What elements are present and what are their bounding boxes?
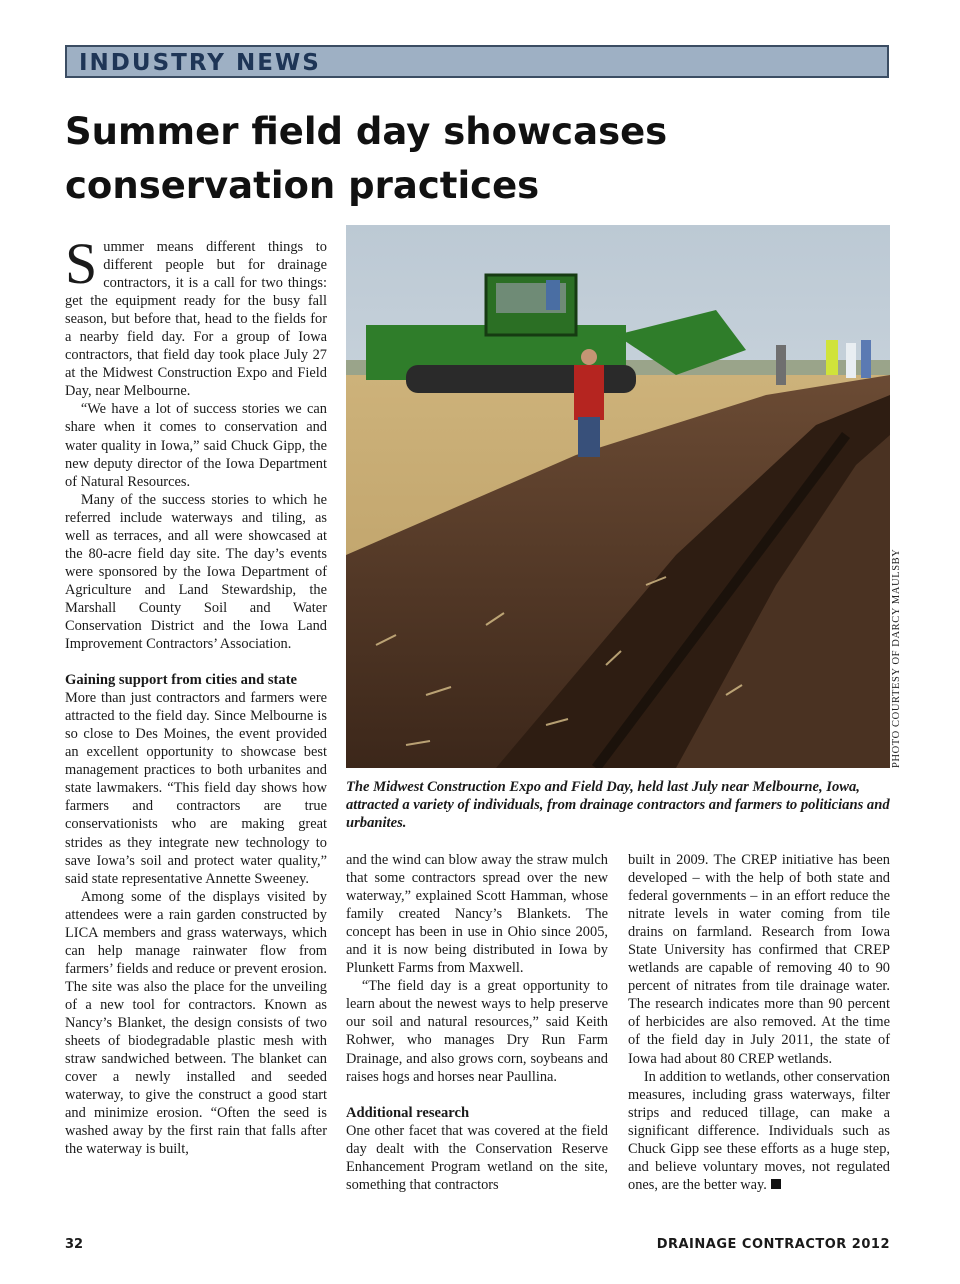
- text-column-1: [65, 231, 327, 1158]
- drop-cap: S: [65, 231, 98, 296]
- section-banner: [65, 45, 889, 78]
- section-label: INDUSTRY NEWS: [79, 50, 321, 76]
- paragraph-4: More than just contractors and farmers were attracted to the field day. Since Melbourne is so close to Des Moines, the event provided an excellent opportunity to showcase best management practices to both urbanites and state lawmakers. “This field day shows how farmers and contractors are true conservationists who are making great strides as they integrate new technology to save Iowa’s soil and protect water quality,” said state representative Annette Sweeney.: [65, 690, 327, 887]
- paragraph-2: “We have a lot of success stories we can share when it comes to conservation and water quality in Iowa,” said Chuck Gipp, the new deputy director of the Iowa Department of Natural Resources.: [65, 401, 327, 490]
- field-day-photo: [346, 225, 890, 768]
- paragraph-8: One other facet that was covered at the field day dealt with the Conservation Reserve Enhancement Program wetland on the site, something that contractors: [346, 1122, 608, 1193]
- photo-credit: PHOTO COURTESY OF DARCY MAULSBY: [891, 548, 902, 768]
- text-column-3: [628, 851, 890, 1194]
- article-headline: [65, 105, 895, 213]
- subhead-gaining-support: Gaining support from cities and state: [65, 672, 298, 689]
- paragraph-5: Among some of the displays visited by attendees were a rain garden constructed by LICA members and grass waterways, which can help manage rainwater flow from farmers’ fields and reduce or prevent erosion. The site was also the place for the unveiling of a new tool for contractors. Known as Nancy’s Blanket, the design consists of two sheets of biodegradable plastic mesh with straw sandwiched between. The blanket can cover a newly installed and seeded waterway, to give the construct a good start and minimize erosion. “Often the seed is washed away by the first rain that falls after the waterway is built,: [65, 888, 327, 1158]
- paragraph-3: Many of the success stories to which he referred include waterways and tiling, as well as terraces, and all were showcased at the 80-acre field day site. The day’s events were sponsored by the Iowa Department of Agriculture and Land Stewardship, the Marshall County Soil and Water Conservation District and the Iowa Land Improvement Contractors’ Association.: [65, 491, 327, 653]
- trench-excavator-image: [346, 225, 890, 768]
- paragraph-7: “The field day is a great opportunity to learn about the newest ways to help preserve our soil and natural resources,” said Keith Rohwer, who manages Dry Run Farm Drainage, and also grows corn, soybeans and raises hogs and horses near Paullina.: [346, 978, 608, 1085]
- text-column-2: [346, 851, 608, 1194]
- headline-line-1: Summer field day showcases: [65, 110, 668, 153]
- paragraph-10-text: In addition to wetlands, other conservation measures, including grass waterways, filter strips and reduced tillage, can make a significant difference. Individuals such as Chuck Gipp see these efforts as a huge step, and believe voluntary moves, not regulated ones, are the better way.: [628, 1068, 891, 1193]
- headline-line-2: conservation practices: [65, 164, 540, 207]
- subhead-additional-research: Additional research: [346, 1104, 470, 1121]
- photo-caption: The Midwest Construction Expo and Field Day, held last July near Melbourne, Iowa, attracted a variety of individuals, from drainage contractors and farmers to politicians and urbanites.: [346, 779, 890, 832]
- paragraph-10: [628, 1068, 890, 1194]
- paragraph-1-text: ummer means different things to different people but for drainage contractors, it is a call for two things: get the equipment ready for the busy fall season, but before that, head to the fields for a nearby field day. For a group of Iowa contractors, that field day took place July 27 at the Midwest Construction Expo and Field Day, near Melbourne.: [65, 239, 327, 400]
- paragraph-9: built in 2009. The CREP initiative has been developed – with the help of both state and federal governments – in an effort reduce the nitrate levels in water coming from tile drains on farmland. Research from Iowa State University has confirmed that CREP wetlands are capable of removing 40 to 90 percent of nitrates from tile drainage water. The research indicates more than 90 percent of herbicides are also removed. At the time of the field day in July 2011, the state of Iowa had about 80 CREP wetlands.: [628, 852, 890, 1067]
- paragraph-1: [65, 231, 327, 400]
- publication-footer: DRAINAGE CONTRACTOR 2012: [656, 1237, 890, 1252]
- paragraph-6: and the wind can blow away the straw mulch that some contractors spread over the new waterway,” explained Scott Hamman, whose family created Nancy’s Blankets. The concept has been in use in Ohio since 2005, and it is now being distributed in Iowa by Plunkett Farms from Maxwell.: [346, 852, 608, 977]
- page-number: 32: [65, 1237, 84, 1252]
- end-of-article-mark: [771, 1179, 781, 1189]
